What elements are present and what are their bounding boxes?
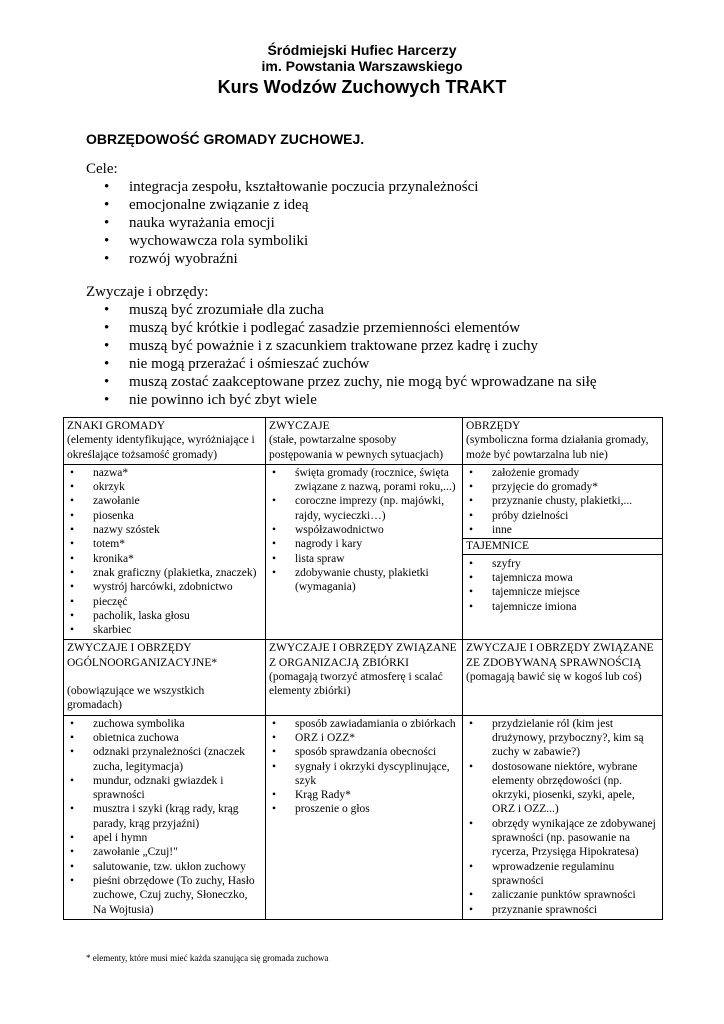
bullet-list (269, 717, 459, 817)
cell-subtitle: (symboliczna forma działania gromady, może być powtarzalna lub nie) (466, 434, 649, 461)
list-item: • apel i hymn (67, 831, 262, 845)
list-item: • sygnały i okrzyki dyscyplinujące, szyk (269, 760, 459, 789)
list-item: • lista spraw (269, 552, 459, 566)
list-item: • nauka wyrażania emocji (104, 214, 704, 232)
cell-title: ZWYCZAJE (269, 420, 330, 432)
tajemnice-heading: TAJEMNICE (463, 538, 662, 554)
cell-title: ZWYCZAJE I OBRZĘDY ZWIĄZANE Z ORGANIZACJĄ ZBIÓRKI (269, 642, 457, 669)
list-item: • znak graficzny (plakietka, znaczek) (67, 566, 262, 580)
list-item: • integracja zespołu, kształtowanie poczucia przynależności (104, 178, 704, 196)
cell-title: ZWYCZAJE I OBRZĘDY ZWIĄZANE ZE ZDOBYWANĄ SPRAWNOŚCIĄ (466, 642, 654, 669)
footnote: * elementy, które musi mieć każda szanująca się gromada zuchowa (86, 953, 329, 963)
list-item: • sposób sprawdzania obecności (269, 745, 459, 759)
list-item: • założenie gromady (466, 466, 659, 480)
list-item: • inne (466, 523, 659, 537)
list-item: • Krąg Rady* (269, 788, 459, 802)
list-item: • przyznanie sprawności (466, 903, 659, 917)
bullet-list (67, 717, 262, 917)
header-cell-ogolnoorganizacyjne (64, 640, 266, 715)
cell-subtitle: (obowiązujące we wszystkich gromadach) (67, 685, 205, 712)
cell-sprawnosc-list (463, 715, 663, 919)
list-item: • coroczne imprezy (np. majówki, rajdy, wycieczki…) (269, 494, 459, 523)
bullet-list (466, 466, 659, 537)
cell-title: ZNAKI GROMADY (67, 420, 166, 432)
list-item: • totem* (67, 537, 262, 551)
table-header-row (64, 640, 663, 715)
list-item: • nagrody i kary (269, 537, 459, 551)
bullet-list (466, 557, 659, 614)
header-cell-obrzedy (463, 418, 663, 465)
list-item: • współzawodnictwo (269, 523, 459, 537)
list-item: • zawołanie „Czuj!" (67, 845, 262, 859)
cell-title: OBRZĘDY (466, 420, 521, 432)
list-item: • mundur, odznaki gwiazdek i sprawności (67, 774, 262, 803)
list-item: • muszą być krótkie i podlegać zasadzie przemienności elementów (104, 319, 704, 337)
list-item: • nie powinno ich być zbyt wiele (104, 391, 704, 409)
list-item: • nie mogą przerażać i ośmieszać zuchów (104, 355, 704, 373)
list-item: • ORZ i OZZ* (269, 731, 459, 745)
cell-ogolnoorganizacyjne-list (64, 715, 266, 919)
list-item: • przyjęcie do gromady* (466, 480, 659, 494)
list-item: • święta gromady (rocznice, święta związane z nazwą, porami roku,...) (269, 466, 459, 495)
list-item: • zawołanie (67, 494, 262, 508)
cele-list (104, 178, 704, 268)
bullet-list (67, 466, 262, 638)
list-item: • wychowawcza rola symboliki (104, 232, 704, 250)
list-item: • dostosowane niektóre, wybrane elementy obrzędowości (np. okrzyki, piosenki, szyki, apele, ORZ i OZZ...) (466, 760, 659, 817)
list-item: • muszą zostać zaakceptowane przez zuchy, nie mogą być wprowadzane na siłę (104, 373, 704, 391)
header-cell-znaki (64, 418, 266, 465)
list-item: • muszą być poważnie i z szacunkiem traktowane przez kadrę i zuchy (104, 337, 704, 355)
list-item: • muszą być zrozumiałe dla zucha (104, 301, 704, 319)
header-cell-sprawnosc (463, 640, 663, 715)
cell-zwyczaje-list (266, 464, 463, 640)
cell-zbiorka-list (266, 715, 463, 919)
list-item: • piosenka (67, 509, 262, 523)
section-title: OBRZĘDOWOŚĆ GROMADY ZUCHOWEJ. (86, 131, 365, 147)
bullet-list (466, 717, 659, 917)
list-item: • skarbiec (67, 623, 262, 637)
list-item: • tajemnicze miejsce (466, 585, 659, 599)
cell-subtitle: (elementy identyfikujące, wyróżniające i określające tożsamość gromady) (67, 434, 255, 461)
list-item: • próby dzielności (466, 509, 659, 523)
list-item: • musztra i szyki (krąg rady, krąg parady, krąg przyjaźni) (67, 802, 262, 831)
list-item: • wprowadzenie regulaminu sprawności (466, 860, 659, 889)
header-cell-zwyczaje (266, 418, 463, 465)
list-item: • przyznanie chusty, plakietki,... (466, 494, 659, 508)
cele-label: Cele: (86, 161, 118, 177)
list-item: • okrzyk (67, 480, 262, 494)
cell-title: ZWYCZAJE I OBRZĘDY OGÓLNOORGANIZACYJNE* (67, 642, 218, 669)
cell-znaki-list (64, 464, 266, 640)
list-item: • obietnica zuchowa (67, 731, 262, 745)
header-course-title: Kurs Wodzów Zuchowych TRAKT (217, 77, 507, 97)
list-item: • pieczęć (67, 595, 262, 609)
list-item: • zaliczanie punktów sprawności (466, 888, 659, 902)
cell-subtitle: (stałe, powtarzalne sposoby postępowania w pewnych sytuacjach) (269, 434, 444, 461)
list-item: • zdobywanie chusty, plakietki (wymagania) (269, 566, 459, 595)
table-row (64, 715, 663, 919)
list-item: • odznaki przynależności (znaczek zucha, legitymacja) (67, 745, 262, 774)
bullet-list (269, 466, 459, 595)
list-item: • tajemnicze imiona (466, 600, 659, 614)
list-item: • rozwój wyobraźni (104, 250, 704, 268)
table-header-row (64, 418, 663, 465)
list-item: • emocjonalne związanie z ideą (104, 196, 704, 214)
list-item: • zuchowa symbolika (67, 717, 262, 731)
header-hufiec: Śródmiejski Hufiec Harcerzy (267, 42, 457, 58)
list-item: • pacholik, laska głosu (67, 609, 262, 623)
list-item: • nazwa* (67, 466, 262, 480)
table-row (64, 464, 663, 640)
header-cell-zbiorka (266, 640, 463, 715)
cell-obrzedy-list (463, 464, 663, 640)
list-item: • obrzędy wynikające ze zdobywanej sprawności (np. pasowanie na rycerza, Przysięga Hipokratesa) (466, 817, 659, 860)
list-item: • salutowanie, tzw. ukłon zuchowy (67, 860, 262, 874)
cell-subtitle: (pomagają bawić się w kogoś lub coś) (466, 671, 642, 684)
cell-subtitle: (pomagają tworzyć atmosferę i scalać elementy zbiórki) (269, 671, 443, 698)
zwyczaje-list (104, 301, 704, 409)
list-item: • proszenie o głos (269, 802, 459, 816)
zwyczaje-label: Zwyczaje i obrzędy: (86, 284, 209, 300)
list-item: • przydzielanie ról (kim jest drużynowy, przyboczny?, kim są zuchy w zabawie?) (466, 717, 659, 760)
list-item: • kronika* (67, 552, 262, 566)
list-item: • wystrój harcówki, zdobnictwo (67, 580, 262, 594)
list-item: • nazwy szóstek (67, 523, 262, 537)
header-patron: im. Powstania Warszawskiego (261, 58, 463, 74)
obrzedowosc-table (63, 417, 663, 920)
list-item: • sposób zawiadamiania o zbiórkach (269, 717, 459, 731)
list-item: • pieśni obrzędowe (To zuchy, Hasło zuchowe, Czuj zuchy, Słoneczko, Na Wojtusia) (67, 874, 262, 917)
list-item: • tajemnicza mowa (466, 571, 659, 585)
list-item: • szyfry (466, 557, 659, 571)
